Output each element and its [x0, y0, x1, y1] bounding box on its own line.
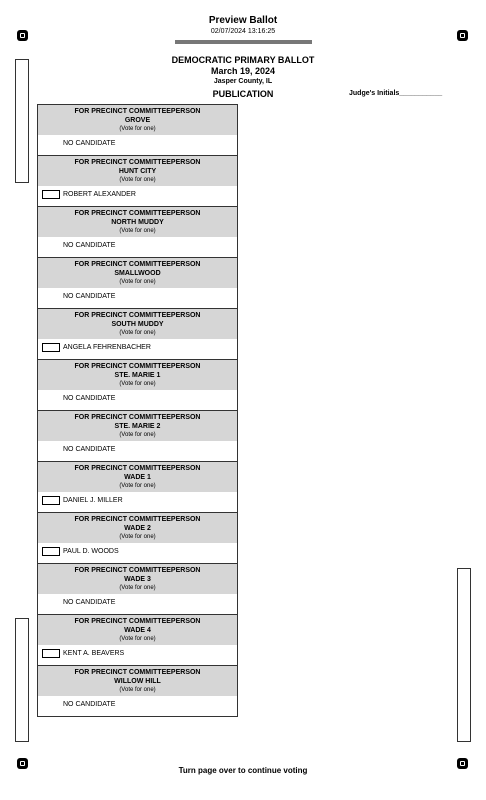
contest-precinct: WADE 4 — [124, 627, 151, 634]
contest-instruction: (Vote for one) — [119, 381, 156, 387]
candidate-choice — [38, 696, 237, 716]
contest-instruction: (Vote for one) — [119, 126, 156, 132]
contest-precinct: STE. MARIE 1 — [114, 372, 161, 379]
contest-list — [37, 104, 238, 717]
contest-precinct: GROVE — [124, 117, 151, 124]
candidate-name: NO CANDIDATE — [63, 293, 116, 300]
ballot-date: March 19, 2024 — [210, 66, 276, 76]
vote-target-box[interactable] — [42, 547, 60, 556]
candidate-name: KENT A. BEAVERS — [63, 650, 125, 657]
contest-instruction: (Vote for one) — [119, 330, 156, 336]
contest-instruction: (Vote for one) — [119, 177, 156, 183]
contest-office: FOR PRECINCT COMMITTEEPERSON — [74, 363, 201, 370]
contest-instruction: (Vote for one) — [119, 279, 156, 285]
vote-target-box[interactable] — [42, 649, 60, 658]
contest-precinct: SOUTH MUDDY — [111, 321, 164, 328]
right-side-bar — [457, 568, 471, 742]
candidate-name: NO CANDIDATE — [63, 446, 116, 453]
corner-timing-mark-icon — [457, 30, 468, 41]
contest-instruction: (Vote for one) — [119, 432, 156, 438]
contest-precinct: NORTH MUDDY — [111, 219, 164, 226]
candidate-choice — [38, 390, 237, 410]
ballot-title: DEMOCRATIC PRIMARY BALLOT — [171, 55, 315, 65]
header-divider-bar — [175, 40, 312, 44]
contest-precinct: WILLOW HILL — [114, 678, 161, 685]
candidate-name: NO CANDIDATE — [63, 599, 116, 606]
candidate-name: NO CANDIDATE — [63, 701, 116, 708]
candidate-name: NO CANDIDATE — [63, 140, 116, 147]
contest-header — [38, 360, 237, 390]
contest-instruction: (Vote for one) — [119, 483, 156, 489]
contest-block — [38, 411, 237, 462]
contest-office: FOR PRECINCT COMMITTEEPERSON — [74, 618, 201, 625]
contest-block — [38, 309, 237, 360]
judge-initials-line: Judge's Initials___________ — [349, 90, 443, 97]
contest-block — [38, 564, 237, 615]
contest-header — [38, 156, 237, 186]
contest-office: FOR PRECINCT COMMITTEEPERSON — [74, 465, 201, 472]
corner-timing-mark-icon — [17, 30, 28, 41]
contest-header — [38, 207, 237, 237]
ballot-publication-label: PUBLICATION — [212, 89, 274, 99]
contest-office: FOR PRECINCT COMMITTEEPERSON — [74, 516, 201, 523]
left-top-side-bar — [15, 59, 29, 183]
contest-office: FOR PRECINCT COMMITTEEPERSON — [74, 669, 201, 676]
candidate-choice[interactable] — [38, 339, 237, 359]
contest-header — [38, 666, 237, 696]
candidate-choice[interactable] — [38, 186, 237, 206]
ballot-county: Jasper County, IL — [213, 78, 273, 85]
contest-header — [38, 564, 237, 594]
candidate-choice — [38, 441, 237, 461]
contest-block — [38, 156, 237, 207]
contest-block — [38, 105, 237, 156]
contest-block — [38, 462, 237, 513]
contest-block — [38, 615, 237, 666]
contest-instruction: (Vote for one) — [119, 585, 156, 591]
preview-timestamp: 02/07/2024 13:16:25 — [210, 28, 276, 35]
vote-target-box[interactable] — [42, 190, 60, 199]
candidate-name: ANGELA FEHRENBACHER — [63, 344, 151, 351]
contest-office: FOR PRECINCT COMMITTEEPERSON — [74, 312, 201, 319]
contest-header — [38, 258, 237, 288]
contest-precinct: WADE 2 — [124, 525, 151, 532]
candidate-name: PAUL D. WOODS — [63, 548, 119, 555]
candidate-name: NO CANDIDATE — [63, 395, 116, 402]
contest-header — [38, 615, 237, 645]
contest-office: FOR PRECINCT COMMITTEEPERSON — [74, 414, 201, 421]
candidate-choice[interactable] — [38, 543, 237, 563]
candidate-choice — [38, 135, 237, 155]
contest-header — [38, 309, 237, 339]
candidate-choice[interactable] — [38, 645, 237, 665]
contest-precinct: HUNT CITY — [118, 168, 157, 175]
footer-instruction: Turn page over to continue voting — [178, 766, 308, 775]
contest-office: FOR PRECINCT COMMITTEEPERSON — [74, 210, 201, 217]
contest-instruction: (Vote for one) — [119, 687, 156, 693]
vote-target-box[interactable] — [42, 343, 60, 352]
contest-office: FOR PRECINCT COMMITTEEPERSON — [74, 261, 201, 268]
candidate-name: DANIEL J. MILLER — [63, 497, 123, 504]
contest-office: FOR PRECINCT COMMITTEEPERSON — [74, 567, 201, 574]
contest-instruction: (Vote for one) — [119, 636, 156, 642]
contest-office: FOR PRECINCT COMMITTEEPERSON — [74, 108, 201, 115]
candidate-choice — [38, 594, 237, 614]
contest-header — [38, 411, 237, 441]
contest-header — [38, 513, 237, 543]
contest-precinct: WADE 3 — [124, 576, 151, 583]
candidate-choice — [38, 288, 237, 308]
candidate-choice[interactable] — [38, 492, 237, 512]
contest-instruction: (Vote for one) — [119, 534, 156, 540]
contest-block — [38, 360, 237, 411]
vote-target-box[interactable] — [42, 496, 60, 505]
contest-header — [38, 462, 237, 492]
contest-block — [38, 666, 237, 717]
contest-instruction: (Vote for one) — [119, 228, 156, 234]
candidate-choice — [38, 237, 237, 257]
left-bottom-side-bar — [15, 618, 29, 742]
contest-header — [38, 105, 237, 135]
contest-precinct: WADE 1 — [124, 474, 151, 481]
contest-precinct: SMALLWOOD — [114, 270, 161, 277]
preview-title: Preview Ballot — [208, 15, 278, 26]
contest-block — [38, 513, 237, 564]
contest-block — [38, 258, 237, 309]
candidate-name: NO CANDIDATE — [63, 242, 116, 249]
contest-office: FOR PRECINCT COMMITTEEPERSON — [74, 159, 201, 166]
contest-precinct: STE. MARIE 2 — [114, 423, 161, 430]
candidate-name: ROBERT ALEXANDER — [63, 191, 136, 198]
contest-block — [38, 207, 237, 258]
